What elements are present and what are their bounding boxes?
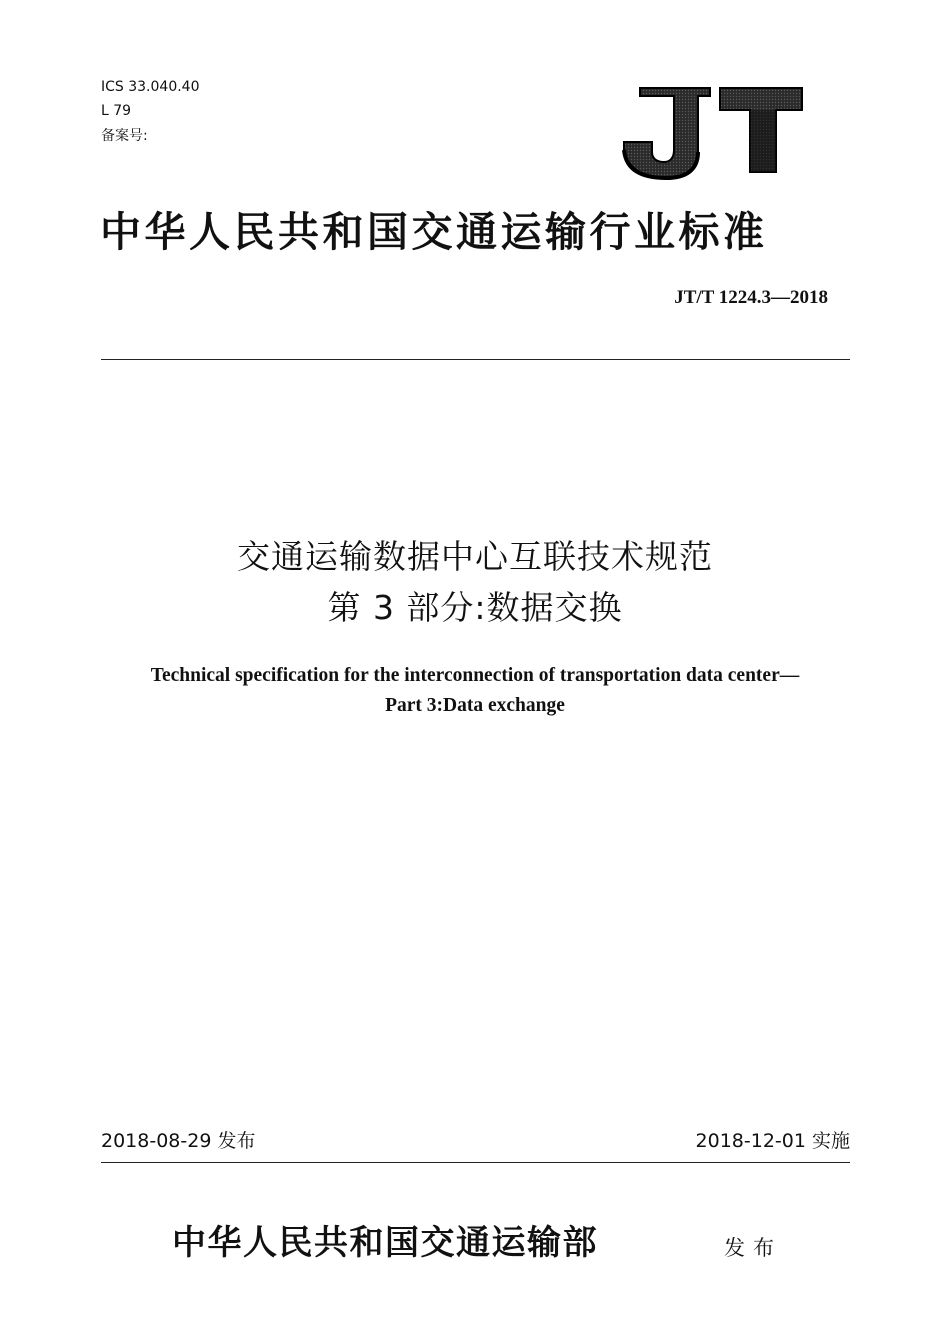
document-title-en-line1: Technical specification for the interconnection of transportation data center— xyxy=(150,665,800,686)
ics-code: ICS 33.040.40 xyxy=(101,79,200,95)
ccs-code: L 79 xyxy=(101,103,132,119)
implementation-date: 2018-12-01 实施 xyxy=(695,1130,850,1152)
issuing-authority: 中华人民共和国交通运输部 xyxy=(172,1223,598,1263)
document-title-cn-line2: 第 3 部分:数据交换 xyxy=(327,588,623,627)
issuing-label: 发布 xyxy=(724,1236,782,1260)
top-divider xyxy=(101,359,850,360)
record-number-label: 备案号: xyxy=(101,128,148,144)
standard-category-title: 中华人民共和国交通运输行业标准 xyxy=(100,208,768,256)
jt-logo xyxy=(618,86,804,180)
document-title-cn-line1: 交通运输数据中心互联技术规范 xyxy=(237,537,713,576)
issue-date: 2018-08-29 发布 xyxy=(101,1130,256,1152)
document-title-en-line2: Part 3:Data exchange xyxy=(385,695,565,716)
standard-number: JT/T 1224.3—2018 xyxy=(674,287,828,308)
bottom-divider xyxy=(101,1162,850,1163)
